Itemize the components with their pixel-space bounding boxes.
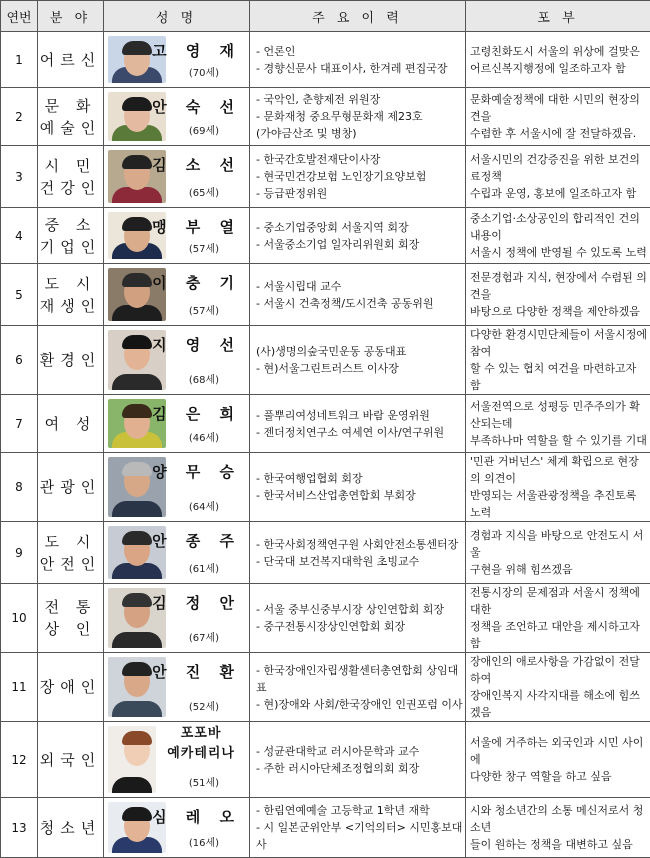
row-number: 6: [1, 326, 38, 395]
person-name: 양 무 승: [152, 461, 241, 482]
row-number: 8: [1, 453, 38, 522]
aspiration-line: 정책을 조언하고 대안을 제시하고자 함: [470, 618, 648, 652]
aspiration-cell: [466, 264, 650, 326]
field-line: 예술인: [38, 117, 103, 139]
career-cell: [250, 584, 466, 653]
aspiration-line: 반영되는 서울관광정책을 추진토록 노력: [470, 487, 648, 521]
table-row: [1, 264, 650, 326]
career-item: - 풀뿌리여성네트워크 바람 운영위원: [256, 407, 465, 424]
header-field: 분 야: [38, 1, 104, 32]
table-row: [1, 146, 650, 208]
table-row: [1, 208, 650, 264]
header-aspiration: 포 부: [466, 1, 650, 32]
aspiration-cell: [466, 32, 650, 88]
aspiration-line: 고령친화도시 서울의 위상에 걸맞은: [470, 43, 648, 60]
field-cell: [38, 584, 104, 653]
aspiration-line: 전문경험과 지식, 현장에서 수렴된 의견을: [470, 269, 648, 303]
career-item: - 국악인, 춘향제전 위원장: [256, 91, 465, 108]
aspiration-line: 수립과 운영, 홍보에 일조하고자 함: [470, 185, 648, 202]
field-cell: [38, 88, 104, 146]
name-cell: [104, 722, 250, 798]
field-line: 청소년: [38, 817, 103, 839]
aspiration-cell: [466, 88, 650, 146]
person-age: (57세): [189, 302, 219, 317]
career-item: - 서울시 건축정책/도시건축 공동위원: [256, 295, 465, 312]
row-number: 5: [1, 264, 38, 326]
aspiration-cell: [466, 208, 650, 264]
aspiration-line: 서울시 정책에 반영될 수 있도록 노력: [470, 244, 648, 261]
aspiration-cell: [466, 653, 650, 722]
career-item: - 서울 중부신중부시장 상인연합회 회장: [256, 601, 465, 618]
field-line: 건강인: [38, 177, 103, 199]
table-row: [1, 584, 650, 653]
aspiration-line: 서울에 거주하는 외국인과 시민 사이에: [470, 734, 648, 768]
name-cell: [104, 653, 250, 722]
field-line: 여 성: [38, 413, 103, 435]
row-number: 1: [1, 32, 38, 88]
aspiration-cell: [466, 453, 650, 522]
career-cell: [250, 208, 466, 264]
person-age: (68세): [189, 371, 219, 386]
header-num: 연번: [1, 1, 38, 32]
row-number: 2: [1, 88, 38, 146]
career-item: - 등급판정위원: [256, 185, 465, 202]
person-age: (57세): [189, 240, 219, 255]
career-cell: [250, 653, 466, 722]
field-line: 기업인: [38, 236, 103, 258]
career-item: - 한국여행업협회 회장: [256, 470, 465, 487]
name-cell: [104, 798, 250, 858]
career-cell: [250, 32, 466, 88]
career-item: - 서울시립대 교수: [256, 278, 465, 295]
aspiration-line: 어르신복지행정에 일조하고자 함: [470, 60, 648, 77]
career-item: - 한국간호발전재단이사장: [256, 151, 465, 168]
field-cell: [38, 326, 104, 395]
career-cell: [250, 146, 466, 208]
field-cell: [38, 722, 104, 798]
career-cell: [250, 522, 466, 584]
person-name: 안 진 환: [152, 661, 241, 682]
career-cell: [250, 453, 466, 522]
career-item: - 한림연예예술 고등학교 1학년 재학: [256, 802, 465, 819]
career-item: - 현)서울그린트러스트 이사장: [256, 360, 465, 377]
aspiration-line: 부족하나마 역할을 할 수 있기를 기대: [470, 432, 648, 449]
career-cell: [250, 798, 466, 858]
row-number: 13: [1, 798, 38, 858]
name-cell: [104, 522, 250, 584]
career-item: - 한국서비스산업총연합회 부회장: [256, 487, 465, 504]
career-item: - 중소기업중앙회 서울지역 회장: [256, 219, 465, 236]
name-cell: [104, 146, 250, 208]
field-line: 도 시: [38, 531, 103, 553]
row-number: 9: [1, 522, 38, 584]
career-cell: [250, 722, 466, 798]
name-cell: [104, 326, 250, 395]
person-name: 심 레 오: [152, 806, 241, 827]
row-number: 7: [1, 395, 38, 453]
table-row: [1, 326, 650, 395]
aspiration-line: 장애인복지 사각지대를 해소에 힘쓰겠음: [470, 687, 648, 721]
name-cell: [104, 395, 250, 453]
career-item: - 한국장애인자립생활센터총연합회 상임대표: [256, 662, 465, 696]
field-line: 도 시: [38, 273, 103, 295]
field-cell: [38, 264, 104, 326]
aspiration-cell: [466, 722, 650, 798]
career-item: - 한국사회정책연구원 사회안전소통센터장: [256, 536, 465, 553]
person-name: 안 숙 선: [152, 96, 241, 117]
table-row: [1, 722, 650, 798]
table-body: [1, 32, 650, 858]
name-cell: [104, 88, 250, 146]
career-item: - 젠더정치연구소 여세연 이사/연구위원: [256, 424, 465, 441]
career-cell: [250, 264, 466, 326]
aspiration-cell: [466, 146, 650, 208]
person-name-part: 포포바: [167, 724, 235, 744]
person-name: 김 소 선: [152, 154, 241, 175]
aspiration-line: 시와 청소년간의 소통 메신저로서 청소년: [470, 802, 648, 836]
career-item: (가야금산조 및 병창): [256, 125, 465, 142]
table-row: [1, 522, 650, 584]
table-row: [1, 653, 650, 722]
field-line: 관광인: [38, 476, 103, 498]
field-line: 재생인: [38, 295, 103, 317]
person-name: 고 영 재: [152, 40, 241, 61]
aspiration-cell: [466, 798, 650, 858]
field-cell: [38, 522, 104, 584]
row-number: 4: [1, 208, 38, 264]
person-name: 김 정 안: [152, 592, 241, 613]
person-age: (67세): [189, 629, 219, 644]
career-item: - 경향신문사 대표이사, 한겨레 편집국장: [256, 60, 465, 77]
person-name: 맹 부 열: [152, 216, 241, 237]
field-line: 환경인: [38, 349, 103, 371]
aspiration-cell: [466, 395, 650, 453]
aspiration-cell: [466, 326, 650, 395]
person-age: (64세): [189, 498, 219, 513]
field-line: 어르신: [38, 49, 103, 71]
row-number: 10: [1, 584, 38, 653]
name-cell: [104, 584, 250, 653]
person-name: [167, 724, 235, 764]
aspiration-line: 다양한 환경시민단체들이 서울시정에 참여: [470, 326, 648, 360]
aspiration-line: '민관 거버넌스' 체계 확립으로 현장의 의견이: [470, 453, 648, 487]
career-item: (사)생명의숲국민운동 공동대표: [256, 343, 465, 360]
aspiration-cell: [466, 522, 650, 584]
aspiration-line: 바탕으로 다양한 정책을 제안하겠음: [470, 303, 648, 320]
table-row: [1, 32, 650, 88]
career-item: - 주한 러시아단체조정협의회 회장: [256, 760, 465, 777]
career-item: - 현국민건강보험 노인장기요양보험: [256, 168, 465, 185]
person-name: 지 영 선: [152, 334, 241, 355]
person-name-part: 예카테리나: [167, 744, 235, 764]
table-row: [1, 395, 650, 453]
field-cell: [38, 395, 104, 453]
aspiration-line: 중소기업·소상공인의 합리적인 건의내용이: [470, 210, 648, 244]
career-item: - 단국대 보건복지대학원 초빙교수: [256, 553, 465, 570]
person-age: (70세): [189, 64, 219, 79]
person-age: (61세): [189, 560, 219, 575]
person-age: (46세): [189, 429, 219, 444]
name-cell: [104, 32, 250, 88]
career-cell: [250, 88, 466, 146]
person-name: 김 은 희: [152, 403, 241, 424]
person-name: 이 충 기: [152, 272, 241, 293]
name-cell: [104, 264, 250, 326]
aspiration-cell: [466, 584, 650, 653]
header-career: 주 요 이 력: [250, 1, 466, 32]
field-line: 상 인: [38, 618, 103, 640]
aspiration-line: 수렴한 후 서울시에 잘 전달하겠음.: [470, 125, 648, 142]
name-cell: [104, 453, 250, 522]
field-cell: [38, 653, 104, 722]
career-item: - 중구전통시장상인연합회 회장: [256, 618, 465, 635]
field-line: 시 민: [38, 155, 103, 177]
portrait-photo: [108, 726, 156, 793]
person-age: (51세): [189, 774, 219, 789]
field-line: 중 소: [38, 214, 103, 236]
field-line: 전 통: [38, 596, 103, 618]
table-header-row: [1, 1, 650, 32]
career-item: - 서울중소기업 일자리위원회 회장: [256, 236, 465, 253]
aspiration-line: 다양한 창구 역할을 하고 싶음: [470, 768, 648, 785]
career-cell: [250, 395, 466, 453]
aspiration-line: 경험과 지식을 바탕으로 안전도시 서울: [470, 527, 648, 561]
aspiration-line: 문화예술정책에 대한 시민의 현장의견을: [470, 91, 648, 125]
field-cell: [38, 146, 104, 208]
career-item: - 문화재청 중요무형문화재 제23호: [256, 108, 465, 125]
aspiration-line: 서울시민의 건강증진을 위한 보건의료정책: [470, 151, 648, 185]
career-item: - 언론인: [256, 43, 465, 60]
person-age: (16세): [189, 834, 219, 849]
career-item: - 시 일본군위안부 <기억의터> 시민홍보대사: [256, 819, 465, 853]
field-line: 외국인: [38, 749, 103, 771]
field-cell: [38, 798, 104, 858]
career-item: - 성균관대학교 러시아문학과 교수: [256, 743, 465, 760]
aspiration-line: 전통시장의 문제점과 서울시 정책에 대한: [470, 584, 648, 618]
aspiration-line: 할 수 있는 협치 여건을 마련하고자 함: [470, 360, 648, 394]
aspiration-line: 들이 원하는 정책을 대변하고 싶음: [470, 836, 648, 853]
name-cell: [104, 208, 250, 264]
person-age: (65세): [189, 184, 219, 199]
header-name: 성 명: [104, 1, 250, 32]
row-number: 11: [1, 653, 38, 722]
row-number: 3: [1, 146, 38, 208]
career-cell: [250, 326, 466, 395]
person-age: (52세): [189, 698, 219, 713]
row-number: 12: [1, 722, 38, 798]
aspiration-line: 서울전역으로 성평등 민주주의가 확산되는데: [470, 398, 648, 432]
field-cell: [38, 32, 104, 88]
person-name: 안 종 주: [152, 530, 241, 551]
table-row: [1, 798, 650, 858]
person-age: (69세): [189, 122, 219, 137]
field-cell: [38, 208, 104, 264]
table-row: [1, 88, 650, 146]
table-row: [1, 453, 650, 522]
field-cell: [38, 453, 104, 522]
field-line: 장애인: [38, 676, 103, 698]
aspiration-line: 구현을 위해 힘쓰겠음: [470, 561, 648, 578]
aspiration-line: 장애인의 애로사항을 가감없이 전달하여: [470, 653, 648, 687]
field-line: 문 화: [38, 95, 103, 117]
career-item: - 현)장애와 사회/한국장애인 인권포럼 이사: [256, 696, 465, 713]
field-line: 안전인: [38, 553, 103, 575]
